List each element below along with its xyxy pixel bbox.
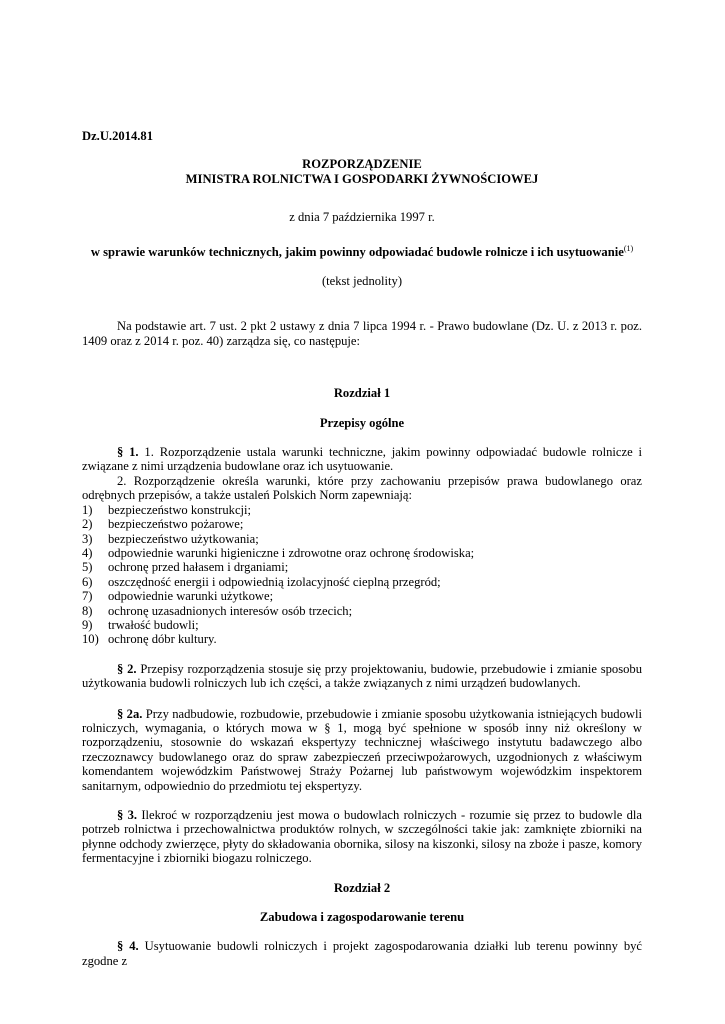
regulation-title xyxy=(82,157,642,186)
point-number: 9) xyxy=(82,617,93,632)
point-text: ochronę uzasadnionych interesów osób trzecich; xyxy=(108,603,353,618)
list-item xyxy=(82,604,642,618)
point-text: bezpieczeństwo konstrukcji; xyxy=(108,502,252,517)
point-number: 3) xyxy=(82,531,93,546)
list-item xyxy=(82,503,642,517)
section-3-text: Ilekroć w rozporządzeniu jest mowa o budowlach rolniczych - rozumie się przez to budowle dla potrzeb rolnictwa i przechowalnictwa produktów rolnych, w szczególności takie jak: zamknięte zbiorniki na płynne odchody zwierzęce, płyty do składowania obornika, silosy na kiszonki, silosy na zboże i pasze, komory fermentacyjne i zbiorniki biogazu rolniczego. xyxy=(82,808,643,866)
point-text: odpowiednie warunki użytkowe; xyxy=(108,589,274,604)
point-number: 5) xyxy=(82,560,93,575)
section-1-points-list xyxy=(82,503,642,647)
point-number: 2) xyxy=(82,517,93,532)
point-text: bezpieczeństwo pożarowe; xyxy=(108,517,244,532)
point-number: 7) xyxy=(82,589,93,604)
journal-reference: Dz.U.2014.81 xyxy=(82,129,154,143)
list-item xyxy=(82,618,642,632)
footnote-reference[interactable]: (1) xyxy=(623,243,634,253)
section-2a-label: § 2a. xyxy=(117,706,143,721)
section-2a xyxy=(82,707,642,793)
section-2-text: Przepisy rozporządzenia stosuje się przy projektowaniu, budowie, przebudowie i zmianie sposobu użytkowania budowli rolniczych lub ich części, a także związanych z nimi urządzeń budowlanych. xyxy=(82,661,642,691)
subject-text: w sprawie warunków technicznych, jakim powinny odpowiadać budowle rolnicze i ich usytuowanie xyxy=(90,244,624,259)
list-item xyxy=(82,575,642,589)
point-text: oszczędność energii i odpowiednią izolacyjność cieplną przegród; xyxy=(108,574,441,589)
list-item xyxy=(82,560,642,574)
list-item xyxy=(82,532,642,546)
point-text: trwałość budowli; xyxy=(108,617,199,632)
section-1-ust-1: 1. Rozporządzenie ustala warunki techniczne, jakim powinny odpowiadać budowle rolnicze i związane z nimi urządzenia budowlane oraz ich usytuowanie. xyxy=(82,445,642,474)
legal-basis: Na podstawie art. 7 ust. 2 pkt 2 ustawy z dnia 7 lipca 1994 r. - Prawo budowlane (Dz. U. z 2013 r. poz. 1409 oraz z 2014 r. poz. 40) zarządza się, co następuje: xyxy=(82,319,642,348)
point-text: ochronę przed hałasem i drganiami; xyxy=(108,560,289,575)
list-item xyxy=(82,589,642,603)
list-item xyxy=(82,517,642,531)
section-4 xyxy=(82,939,642,968)
point-number: 4) xyxy=(82,545,93,560)
list-item xyxy=(82,546,642,560)
section-2a-text: Przy nadbudowie, rozbudowie, przebudowie i zmianie sposobu użytkowania istniejących budowli rolniczych, wymagania, o których mowa w § 1, mogą być spełnione w sposób inny niż określony w rozporządzeniu, stosownie do wskazań ekspertyzy technicznej właściwego instytutu badawczego albo rzeczoznawcy budowlanego oraz do spraw zabezpieczeń przeciwpożarowych, uzgodnionych z właściwym komendantem wojewódzkim Państwowej Straży Pożarnej lub państwowym wojewódzkim inspektorem sanitarnym, odpowiednio do przedmiotu tej ekspertyzy. xyxy=(82,706,642,793)
point-number: 6) xyxy=(82,574,93,589)
point-text: ochronę dóbr kultury. xyxy=(108,632,217,647)
section-2 xyxy=(82,662,642,691)
document-page xyxy=(82,129,642,968)
chapter-1-number: Rozdział 1 xyxy=(333,386,391,401)
section-1-label: § 1. xyxy=(117,445,139,460)
section-1-paragraph-1 xyxy=(82,445,642,474)
point-text: bezpieczeństwo użytkowania; xyxy=(108,531,259,546)
section-2-label: § 2. xyxy=(117,661,137,676)
chapter-2-number: Rozdział 2 xyxy=(333,880,391,895)
section-3-label: § 3. xyxy=(117,808,138,822)
list-item xyxy=(82,632,642,646)
chapter-2-title: Zabudowa i zagospodarowanie terenu xyxy=(259,910,465,925)
chapter-1-title: Przepisy ogólne xyxy=(319,415,405,430)
title-line-1: ROZPORZĄDZENIE xyxy=(302,157,422,172)
section-4-text: Usytuowanie budowli rolniczych i projekt zagospodarowania działki lub terenu powinny być zgodne z xyxy=(82,939,643,968)
point-number: 1) xyxy=(82,502,93,517)
section-3 xyxy=(82,808,642,866)
unified-text-note: (tekst jednolity) xyxy=(321,274,403,289)
point-number: 8) xyxy=(82,603,93,618)
point-number: 10) xyxy=(82,632,99,647)
regulation-date: z dnia 7 października 1997 r. xyxy=(289,210,435,225)
section-4-label: § 4. xyxy=(117,939,139,954)
regulation-subject xyxy=(82,245,642,259)
title-line-2: MINISTRA ROLNICTWA I GOSPODARKI ŻYWNOŚCIOWEJ xyxy=(185,171,539,186)
point-text: odpowiednie warunki higieniczne i zdrowotne oraz ochronę środowiska; xyxy=(108,545,475,560)
section-1-paragraph-2: 2. Rozporządzenie określa warunki, które przy zachowaniu przepisów prawa budowlanego oraz odrębnych przepisów, a także ustaleń Polskich Norm zapewniają: xyxy=(82,473,642,503)
